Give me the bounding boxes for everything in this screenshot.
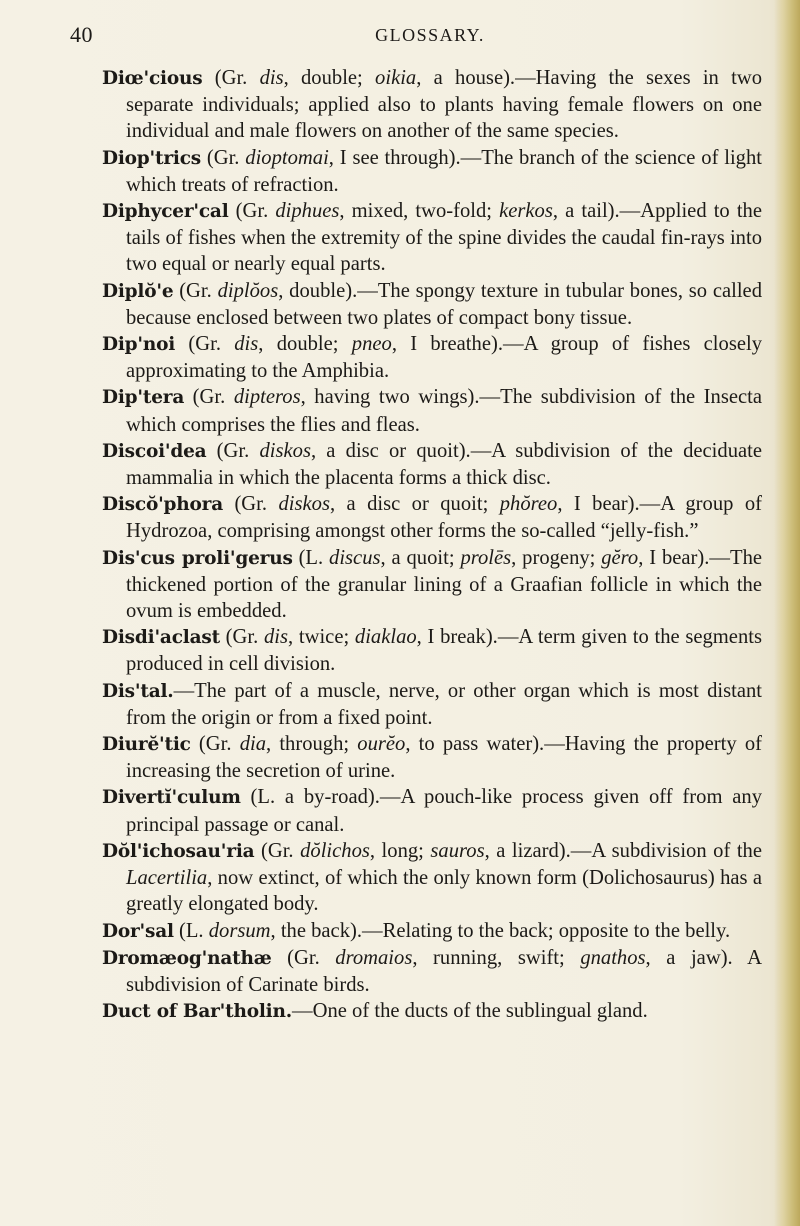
page-header [70,22,770,52]
entry-definition-text: (L. [173,919,209,942]
entry-italic-term: dis [234,333,259,356]
entry-italic-term: dia [239,733,267,756]
entry-headword: Dip'noi [102,334,176,356]
entry-italic-term: dis [263,626,289,649]
entry-italic-term: dipteros [233,386,301,409]
entry-definition-text: , double; [283,67,376,89]
entry-definition-text: (Gr. [223,493,279,516]
entry-italic-term: diskos [259,439,311,462]
page-number: 40 [70,22,93,47]
entry-definition-text: (Gr. [201,146,246,169]
entry-definition-text: (Gr. [184,386,234,409]
entry-headword: Dor'sal [102,920,174,942]
entry-definition-text: , having two wings).—The subdivision of the Insecta which comprises the flies and fleas. [126,386,762,436]
entry-italic-term: kerkos [499,200,553,223]
entry-headword: Disdi'aclast [102,627,220,649]
page-edge-shading [774,0,800,1226]
glossary-entry [102,945,762,998]
glossary-entry [102,278,762,331]
entry-headword: Discoi'dea [102,440,207,462]
glossary-entry [102,624,762,677]
glossary-entry [102,65,762,145]
entry-italic-term: gĕro [601,546,639,569]
entry-headword: Dromæog'nathæ [102,947,272,969]
entry-definition-text: (Gr. [202,67,260,89]
entry-definition-text: , I bear).—The thickened portion of the granular lining of a Graafian follicle in which the ovum is embedded. [126,546,763,623]
glossary-entry [102,438,762,491]
entry-definition-text: , a house).—Having the sexes in two separate individuals; applied also to plants having female flowers on one individual and male flowers on another of the same species. [126,67,762,143]
entry-definition-text: , a tail).—Applied to the tails of fishes when the extremity of the spine divides the caudal fin-rays into two equal or nearly equal parts. [126,200,762,276]
entry-definition-text: —One of the ducts of the sublingual gland. [292,1000,648,1023]
entry-definition-text: , a disc or quoit).—A subdivision of the deciduate mammalia in which the placenta forms a thick disc. [126,439,762,490]
glossary-entry [102,838,762,918]
entry-headword: Diphycer'cal [102,201,229,223]
glossary-entry [102,678,762,731]
entry-italic-term: diskos [278,493,330,516]
entry-italic-term: pneo [351,333,392,356]
entry-definition-text: , I breathe).—A group of fishes closely approximating to the Amphibia. [126,333,762,383]
entry-definition-text: , double).—The spongy texture in tubular bones, so called because enclosed between two plates of compact bony tissue. [126,279,762,329]
entry-definition-text: , I see through).—The branch of the science of light which treats of refraction. [126,146,763,196]
entry-italic-term: oikia [375,67,417,89]
entry-headword: Dis'cus proli'gerus [102,547,293,569]
glossary-entry [102,491,762,544]
entry-definition-text: (Gr. [190,733,240,756]
entry-italic-term: diaklao [354,626,417,649]
entry-italic-term: prolēs [460,546,512,569]
entry-definition-text: , the back).—Relating to the back; opposite to the belly. [270,919,731,942]
entry-definition-text: (Gr. [271,946,336,969]
entry-definition-text: , a jaw). A subdivision of Carinate birds. [126,946,762,996]
entry-italic-term: diplŏos [217,279,279,302]
entry-headword: Diurĕ'tic [102,734,191,756]
glossary-entry [102,545,762,625]
entry-italic-term: dorsum [208,919,271,942]
glossary-entries [102,65,762,1025]
entry-definition-text: , progeny; [511,546,602,569]
running-head: GLOSSARY. [375,25,485,45]
entry-definition-text: (L. [292,546,330,569]
entry-definition-text: , twice; [288,626,355,649]
entry-italic-term: dis [259,67,284,89]
entry-definition-text: , through; [266,733,358,756]
entry-headword: Duct of Bar'tholin. [102,1001,292,1023]
entry-headword: Diœ'cious [102,68,203,89]
entry-definition-text: (Gr. [206,439,260,462]
entry-definition-text: , a lizard).—A subdivision of the [484,839,762,862]
entry-definition-text: , now extinct, of which the only known form (Dolichosaurus) has a greatly elongated body. [126,867,762,916]
glossary-entry [102,784,762,837]
entry-italic-term: ourĕo [357,733,406,756]
entry-definition-text: , running, swift; [412,946,581,969]
entry-definition-text: , double; [258,333,352,356]
entry-definition-text: (Gr. [175,333,235,356]
glossary-entry [102,998,762,1025]
entry-definition-text: , I break).—A term given to the segments produced in cell division. [126,626,762,676]
entry-italic-term: dŏlichos [300,839,370,862]
entry-definition-text: (Gr. [228,200,276,223]
glossary-entry [102,331,762,384]
entry-italic-term: Lacertilia [126,867,208,890]
glossary-entry [102,384,762,437]
entry-headword: Dis'tal. [102,680,174,702]
entry-italic-term: sauros [430,839,485,862]
entry-definition-text: , to pass water).—Having the property of increasing the secretion of urine. [126,733,762,783]
entry-definition-text: , I bear).—A group of Hydrozoa, comprising amongst other forms the so-called “jelly-fish.” [126,493,762,543]
entry-headword: Dip'tera [102,387,185,409]
entry-definition-text: , mixed, two-fold; [339,200,500,223]
entry-headword: Diop'trics [102,147,202,169]
entry-definition-text: (Gr. [254,839,301,862]
glossary-entry [102,918,762,945]
glossary-entry [102,731,762,784]
entry-italic-term: gnathos [580,946,646,969]
entry-definition-text: , a quoit; [380,546,461,569]
entry-italic-term: discus [329,546,381,569]
entry-headword: Divertĭ'culum [102,787,241,809]
entry-definition-text: —The part of a muscle, nerve, or other organ which is most distant from the origin or from a fixed point. [126,679,762,729]
entry-italic-term: phŏreo [499,493,558,516]
entry-headword: Discŏ'phora [102,494,224,516]
entry-definition-text: , a disc or quoit; [329,493,500,516]
entry-headword: Diplŏ'e [102,280,174,302]
entry-definition-text: (Gr. [173,279,218,302]
entry-headword: Dŏl'ichosau'ria [102,840,255,862]
glossary-entry [102,145,762,198]
entry-italic-term: diphues [275,200,340,223]
entry-italic-term: dioptomai [245,146,329,169]
entry-definition-text: (L. a by-road).—A pouch-like process given off from any principal passage or canal. [126,786,762,836]
entry-definition-text: , long; [369,839,431,862]
glossary-entry [102,198,762,278]
entry-definition-text: (Gr. [219,626,264,649]
entry-italic-term: dromaios [335,946,413,969]
